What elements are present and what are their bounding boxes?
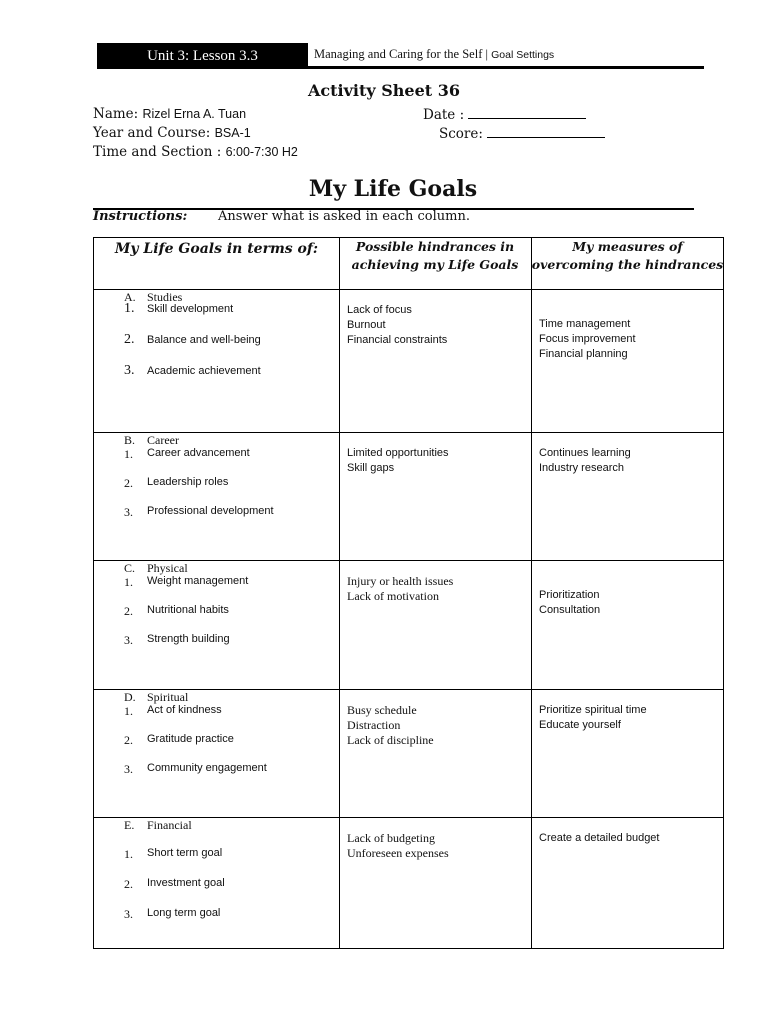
goal-number: 3. [124,762,133,776]
header-rule [97,66,704,69]
goal-item: Nutritional habits [147,604,229,616]
goal-item: Strength building [147,633,230,645]
goal-number: 2. [124,733,133,747]
goal-number: 1. [124,704,133,718]
goal-item: Academic achievement [147,365,261,377]
header-separator: | [485,47,488,61]
row-divider [94,689,723,690]
category-letter: D. [124,690,136,704]
column-divider [339,238,340,948]
header-measures [531,238,724,274]
goal-number: 2. [124,604,133,618]
year-course-value: BSA-1 [214,126,251,140]
instructions-label: Instructions: [93,209,188,224]
hindrance-item: Busy schedule [347,703,417,717]
goal-item: Career advancement [147,447,250,459]
goal-item: Gratitude practice [147,733,234,745]
measure-item: Consultation [539,604,601,616]
measure-item: Financial planning [539,348,628,360]
score-field [439,125,605,142]
goal-item: Professional development [147,505,274,517]
goal-item: Weight management [147,575,249,587]
goal-item: Leadership roles [147,476,229,488]
header-hindrances-line: Possible hindrances in [355,239,515,254]
goal-item: Balance and well-being [147,334,261,346]
goal-number: 3. [124,505,133,519]
time-section-label: Time and Section : [93,144,222,160]
measure-item: Time management [539,318,631,330]
goal-number: 3. [124,633,133,647]
header-title [314,47,554,62]
goal-number: 3. [124,907,133,921]
hindrance-item: Distraction [347,718,401,732]
hindrance-item: Lack of discipline [347,733,434,747]
score-label: Score: [439,126,483,142]
header-hindrances-line: achieving my Life Goals [351,257,519,272]
unit-label: Unit 3: Lesson 3.3 [97,43,308,69]
goal-number: 1. [124,447,133,461]
header-hindrances [339,238,531,274]
hindrance-item: Lack of budgeting [347,831,435,845]
name-field [93,106,246,122]
goal-item: Skill development [147,303,234,315]
goal-item: Short term goal [147,847,223,859]
goals-table [93,237,724,949]
row-divider [94,560,723,561]
score-blank-line [487,125,605,138]
category-name: Career [147,433,179,447]
category-name: Financial [147,818,192,832]
date-label: Date : [423,107,465,123]
goal-number: 1. [124,575,133,589]
header-measures-line: overcoming the hindrances [531,257,724,272]
instructions-text: Answer what is asked in each column. [218,209,470,224]
hindrance-item: Financial constraints [347,334,448,346]
goal-number: 1. [124,847,133,861]
hindrance-item: Skill gaps [347,462,395,474]
header-goals-line: My Life Goals in terms of: [114,241,319,257]
goal-item: Community engagement [147,762,267,774]
time-section-value: 6:00-7:30 H2 [225,145,298,159]
name-label: Name: [93,106,139,122]
hindrance-item: Unforeseen expenses [347,846,449,860]
goal-number: 2. [124,332,135,347]
measure-item: Educate yourself [539,719,621,731]
year-course-label: Year and Course: [93,125,211,141]
main-title: My Life Goals [308,176,478,202]
measure-item: Focus improvement [539,333,636,345]
measure-item: Create a detailed budget [539,832,660,844]
hindrance-item: Lack of motivation [347,589,439,603]
category-letter: C. [124,561,136,575]
hindrance-item: Burnout [347,319,386,331]
goal-number: 2. [124,476,133,490]
category-name: Physical [147,561,188,575]
measure-item: Prioritize spiritual time [539,704,647,716]
hindrance-item: Limited opportunities [347,447,449,459]
goal-number: 3. [124,363,135,378]
goal-number: 2. [124,877,133,891]
date-field [423,106,586,123]
goal-item: Act of kindness [147,704,222,716]
measure-item: Continues learning [539,447,631,459]
header-main-title: Managing and Caring for the Self [314,47,483,61]
header-divider [94,289,723,290]
goal-item: Investment goal [147,877,225,889]
category-letter: B. [124,433,136,447]
row-divider [94,432,723,433]
category-letter: E. [124,818,135,832]
header-goals [94,239,339,259]
hindrance-item: Lack of focus [347,304,412,316]
goal-number: 1. [124,301,135,316]
hindrance-item: Injury or health issues [347,574,454,588]
category-name: Studies [147,290,183,304]
year-course-field [93,125,251,141]
category-letter: A. [124,290,136,304]
category-name: Spiritual [147,690,189,704]
header-subtitle: Goal Settings [491,49,555,61]
sheet-title: Activity Sheet 36 [307,81,461,100]
name-value: Rizel Erna A. Tuan [142,107,247,121]
date-blank-line [468,106,586,119]
measure-item: Prioritization [539,589,600,601]
measure-item: Industry research [539,462,624,474]
time-section-field [93,144,298,160]
column-divider [531,238,532,948]
header-measures-line: My measures of [572,239,683,254]
goal-item: Long term goal [147,907,221,919]
